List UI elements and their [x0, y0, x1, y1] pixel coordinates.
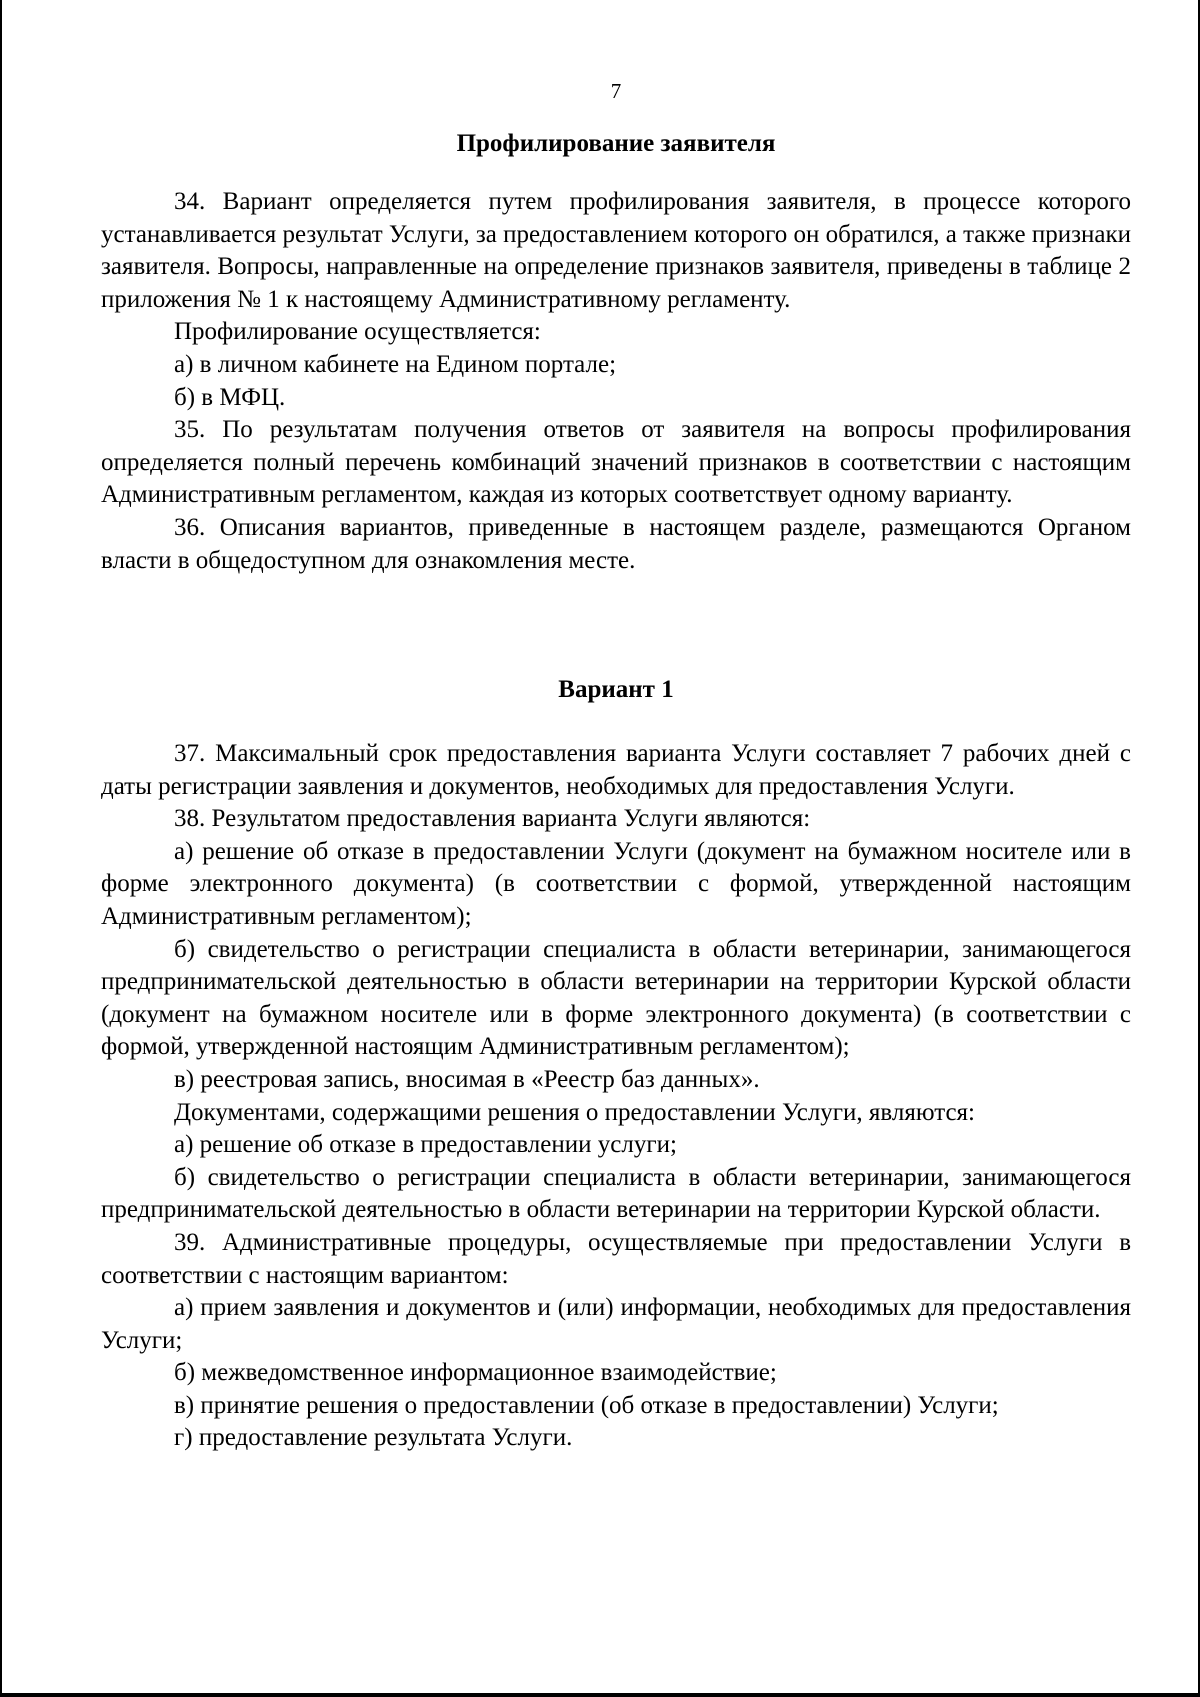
- paragraph-35: 35. По результатам получения ответов от заявителя на вопросы профилирования определяется полный перечень комбинаций значений признаков в соответствии с настоящим Административным регламентом, каждая из которых соответствует одному варианту.: [101, 416, 1131, 509]
- section-title-variant-1: Вариант 1: [558, 676, 674, 703]
- paragraph-profiling-intro: Профилирование осуществляется:: [174, 318, 541, 346]
- list-item-v: в) реестровая запись, вносимая в «Реестр баз данных».: [174, 1065, 760, 1093]
- list-item-a: а) решение об отказе в предоставлении Услуги (документ на бумажном носителе или в форме электронного документа) (в соответствии с формой, утвержденной настоящим Административным регламентом);: [101, 837, 1131, 930]
- paragraph-38: 38. Результатом предоставления варианта Услуги являются:: [174, 805, 811, 833]
- section-variant-1-text: [101, 738, 1131, 1455]
- list-item-b: б) свидетельство о регистрации специалиста в области ветеринарии, занимающегося предпринимательской деятельностью в области ветеринарии на территории Курской области.: [101, 1163, 1131, 1224]
- section-profiling-text: [101, 186, 1131, 577]
- scan-edge-bottom: [0, 1693, 1200, 1697]
- paragraph-34: 34. Вариант определяется путем профилирования заявителя, в процессе которого устанавливается результат Услуги, за предоставлением которого он обратился, а также признаки заявителя. Вопросы, направленные на определение признаков заявителя, приведены в таблице 2 приложения № 1 к настоящему Административному регламенту.: [101, 188, 1131, 313]
- paragraph-37: 37. Максимальный срок предоставления варианта Услуги составляет 7 рабочих дней с даты регистрации заявления и документов, необходимых для предоставления Услуги.: [101, 740, 1131, 800]
- list-item-a: а) прием заявления и документов и (или) информации, необходимых для предоставления Услуги;: [101, 1294, 1131, 1354]
- list-item-g: г) предоставление результата Услуги.: [174, 1424, 573, 1452]
- scan-edge-left: [0, 0, 2, 1697]
- section-title-profiling: Профилирование заявителя: [456, 130, 776, 157]
- paragraph-documents-intro: Документами, содержащими решения о предоставлении Услуги, являются:: [174, 1098, 975, 1126]
- list-item-b: б) свидетельство о регистрации специалиста в области ветеринарии, занимающегося предпринимательской деятельностью в области ветеринарии на территории Курской области (документ на бумажном носителе или в форме электронного документа) (в соответствии с формой, утвержденной настоящим Административным регламентом);: [101, 935, 1131, 1061]
- list-item-v: в) принятие решения о предоставлении (об отказе в предоставлении) Услуги;: [174, 1391, 999, 1419]
- list-item-a: а) в личном кабинете на Едином портале;: [174, 350, 617, 378]
- list-item-b: б) межведомственное информационное взаимодействие;: [174, 1359, 777, 1387]
- list-item-b: б) в МФЦ.: [174, 383, 286, 411]
- page-number: 7: [610, 79, 622, 103]
- paragraph-36: 36. Описания вариантов, приведенные в настоящем разделе, размещаются Органом власти в общедоступном для ознакомления месте.: [101, 513, 1131, 574]
- list-item-a: а) решение об отказе в предоставлении услуги;: [174, 1131, 677, 1159]
- paragraph-39: 39. Административные процедуры, осуществляемые при предоставлении Услуги в соответствии с настоящим вариантом:: [101, 1228, 1131, 1289]
